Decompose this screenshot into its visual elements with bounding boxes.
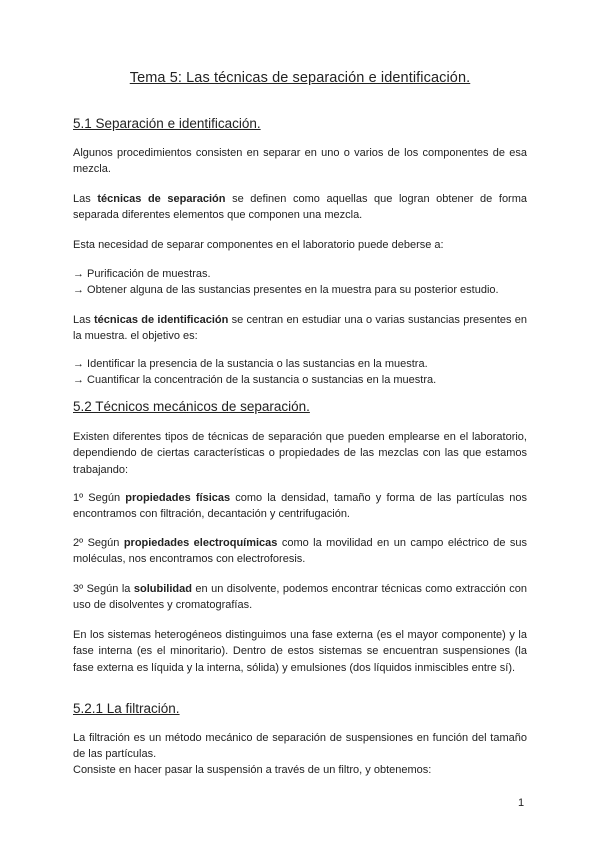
page-number: 1 xyxy=(518,797,525,809)
paragraph: Las técnicas de separación se definen como aquellas que logran obtener de forma separada diferentes elementos que componen una mezcla. xyxy=(73,193,528,222)
bold-term: solubilidad xyxy=(133,583,192,595)
section-heading-5-2-1: 5.2.1 La filtración. xyxy=(73,701,180,716)
paragraph: 2º Según propiedades electroquímicas como la movilidad en un campo eléctrico de sus moléculas, nos encontramos con electroforesis. xyxy=(73,537,528,566)
paragraph: La filtración es un método mecánico de separación de suspensiones en función del tamaño de las partículas. xyxy=(73,732,527,761)
paragraph: Existen diferentes tipos de técnicas de separación que pueden emplearse en el laboratorio, dependiendo de ciertas características o propiedades de las mezclas con las que estamos trabajando: xyxy=(73,431,527,476)
bold-term: propiedades físicas xyxy=(125,492,231,504)
paragraph: Algunos procedimientos consisten en separar en uno o varios de los componentes de esa mezcla. xyxy=(73,147,527,176)
paragraph: 1º Según propiedades físicas como la densidad, tamaño y forma de las partículas nos encontramos con filtración, decantación y centrifugación. xyxy=(73,492,527,521)
arrow-list xyxy=(73,266,527,299)
bold-term: técnicas de identificación xyxy=(94,314,229,326)
list-item: → Purificación de muestras. xyxy=(73,268,211,280)
paragraph: Las técnicas de identificación se centran en estudiar una o varias sustancias presentes en la muestra. el objetivo es: xyxy=(73,314,528,343)
paragraph: En los sistemas heterogéneos distinguimos una fase externa (es el mayor componente) y la fase interna (es el minoritario). Dentro de estos sistemas se encuentran suspensiones (la fase externa es líquida y la interna, sólida) y emulsiones (dos líquidos inmiscibles entre sí). xyxy=(73,629,527,674)
section-heading-5-2: 5.2 Técnicos mecánicos de separación. xyxy=(73,399,310,414)
page-title: Tema 5: Las técnicas de separación e identificación. xyxy=(129,70,471,86)
arrow-list xyxy=(73,356,527,389)
list-item: → Obtener alguna de las sustancias presentes en la muestra para su posterior estudio. xyxy=(73,284,499,297)
section-heading-5-1: 5.1 Separación e identificación. xyxy=(73,116,261,131)
paragraph: Consiste en hacer pasar la suspensión a través de un filtro, y obtenemos: xyxy=(73,764,432,776)
paragraph: Esta necesidad de separar componentes en el laboratorio puede deberse a: xyxy=(73,239,444,251)
bold-term: propiedades electroquímicas xyxy=(123,537,278,549)
list-item: → Identificar la presencia de la sustancia o las sustancias en la muestra. xyxy=(73,358,428,370)
list-item: → Cuantificar la concentración de la sustancia o sustancias en la muestra. xyxy=(73,374,437,387)
bold-term: técnicas de separación xyxy=(97,193,226,205)
paragraph: 3º Según la solubilidad en un disolvente, podemos encontrar técnicas como extracción con uso de disolventes y cromatografías. xyxy=(73,583,527,612)
